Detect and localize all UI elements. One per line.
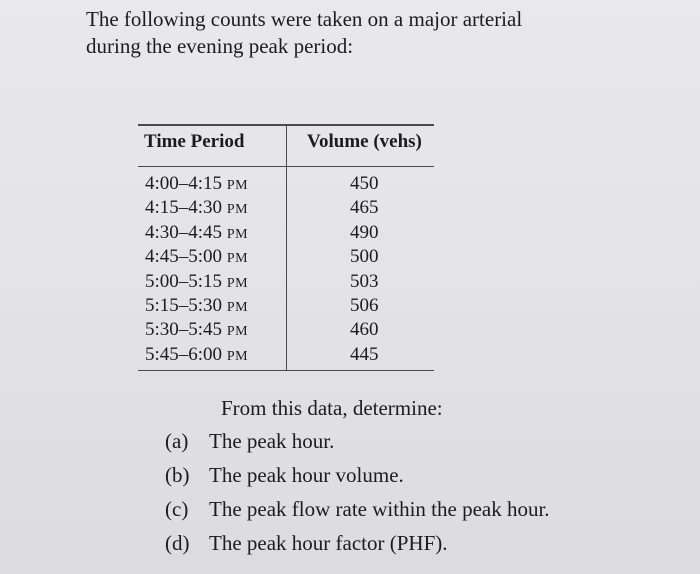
table-row <box>138 343 434 367</box>
question-text: The peak hour. <box>209 429 335 453</box>
volume-cell: 460 <box>350 319 379 341</box>
volume-cell: 500 <box>350 246 379 268</box>
intro-paragraph <box>86 6 646 60</box>
volume-cell: 450 <box>350 173 379 194</box>
question-label: (c) <box>165 497 189 521</box>
time-cell: 4:30–4:45 PM <box>145 221 249 243</box>
intro-line-1: The following counts were taken on a major arterial <box>86 7 523 31</box>
question-label: (a) <box>165 429 189 453</box>
time-cell: 5:30–5:45 PM <box>145 319 249 341</box>
header-time-period: Time Period <box>144 131 245 152</box>
table-row <box>138 196 434 220</box>
question-text: The peak flow rate within the peak hour. <box>209 497 550 521</box>
table-row <box>138 270 434 294</box>
table-row <box>138 172 434 196</box>
time-cell: 4:00–4:15 PM <box>145 173 249 194</box>
time-cell: 5:15–5:30 PM <box>145 294 249 316</box>
question-label: (d) <box>165 531 190 555</box>
question-text: The peak hour factor (PHF). <box>209 531 448 555</box>
table-row <box>138 221 434 245</box>
traffic-count-table <box>138 124 434 372</box>
header-volume: Volume (vehs) <box>307 131 422 152</box>
volume-cell: 465 <box>350 197 379 219</box>
question-prompt: From this data, determine: <box>221 396 443 420</box>
intro-line-2: during the evening peak period: <box>86 34 354 58</box>
table-row <box>138 245 434 269</box>
question-label: (b) <box>165 463 190 487</box>
volume-cell: 503 <box>350 270 379 292</box>
question-text: The peak hour volume. <box>209 463 404 487</box>
table-body <box>138 172 434 367</box>
time-cell: 4:45–5:00 PM <box>145 246 249 268</box>
time-cell: 5:00–5:15 PM <box>145 270 249 292</box>
time-cell: 4:15–4:30 PM <box>145 197 249 219</box>
table-row <box>138 294 434 318</box>
time-cell: 5:45–6:00 PM <box>145 343 249 365</box>
table-row <box>138 318 434 342</box>
volume-cell: 506 <box>350 294 379 316</box>
volume-cell: 490 <box>350 221 379 243</box>
volume-cell: 445 <box>350 343 379 365</box>
